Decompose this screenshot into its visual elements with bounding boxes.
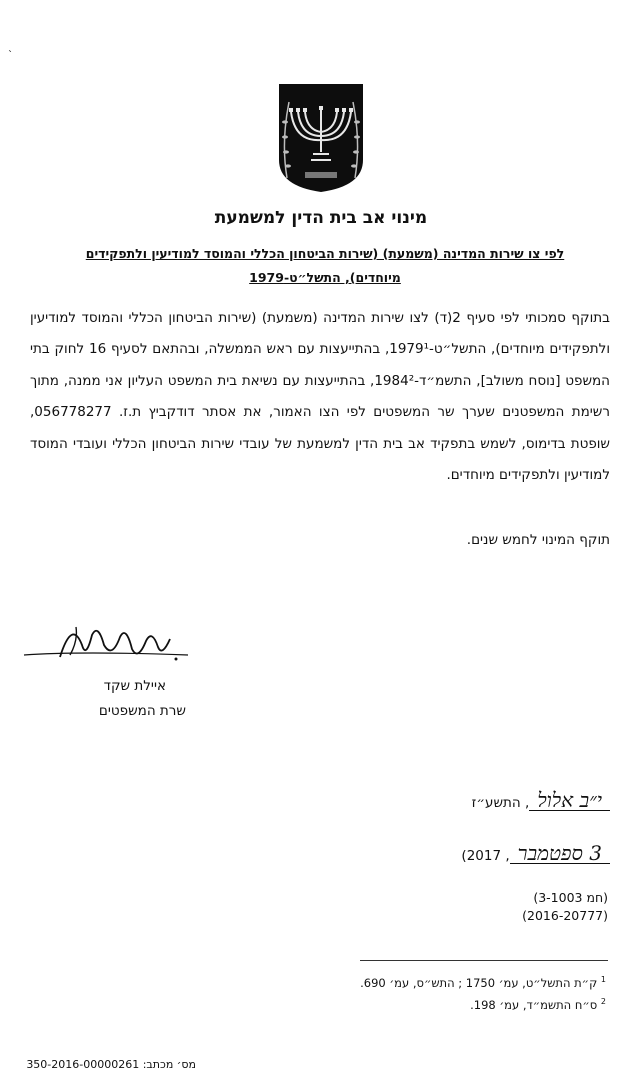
document-subtitle [40,242,610,290]
gregorian-date-year: , 2017) [461,848,510,864]
appointment-paragraph [30,303,610,491]
footnote-divider [360,960,608,961]
gregorian-date-handwritten: 3 ספטמבר [510,843,610,864]
footnote-2 [470,997,606,1012]
handwritten-signature [20,615,190,675]
letter-number: מס׳ מכתב: 350-2016-00000261 [26,1058,196,1071]
gregorian-date [461,843,610,864]
footnote-1-text: ק״ת התשל״ט, עמ׳ 1750 ; התש״ס, עמ׳ 690. [360,975,598,990]
appointment-text: בתוקף סמכותי לפי סעיף 2(ד) לצו שירות המדינה (משמעת) (שירות הביטחון הכללי והמוסד למודיעין ולתפקידים מיוחדים), התשל״ט-1979¹, בהתייעצות עם ראש הממשלה, ובהתאם לסעיף 16 לחוק בתי המשפט [נוסח משולב], התשמ״ד-1984², בהתייעצות עם נשיאת בית המשפט העליון אני ממנה, מתוך רשימת המשפטנים שערך שר המשפטים לפי הצו האמור, את אסתר דודקביץ ת.ז. 056778277, שופטת בדימוס, לשמש בתפקיד אב בית הדין למשמעת של עובדי שירות הביטחון הכללי ועובדי המוסד למודיעין ולתפקידים מיוחדים. [30,310,611,484]
hebrew-date-year: , התשע״ז [471,795,530,811]
footnote-1 [360,975,606,990]
hebrew-date [472,790,610,811]
subtitle-line-1: לפי צו שירות המדינה (משמעת) (שירות הביטחון הכללי והמוסד למודיעין ולתפקידים [85,246,565,261]
appointment-duration: תוקף המינוי לחמש שנים. [466,532,610,548]
signer-title: שרת המשפטים [98,703,186,719]
file-reference-2: (2016-20777) [522,908,608,923]
hebrew-date-handwritten: י״ב אלול [529,790,610,811]
subtitle-line-2: מיוחדים), התשל״ט-1979 [249,270,401,285]
footnote-1-mark: 1 [600,975,606,984]
state-emblem-icon [277,82,365,194]
stray-mark: ` [8,50,13,61]
footnote-2-mark: 2 [600,997,606,1006]
signer-name: איילת שקד [103,678,166,694]
footnote-2-text: ס״ח התשמ״ד, עמ׳ 198. [470,997,598,1012]
file-reference-1: (חמ 3-1003) [533,890,608,905]
document-title: מינוי אב בית הדין למשמעת [214,208,428,228]
